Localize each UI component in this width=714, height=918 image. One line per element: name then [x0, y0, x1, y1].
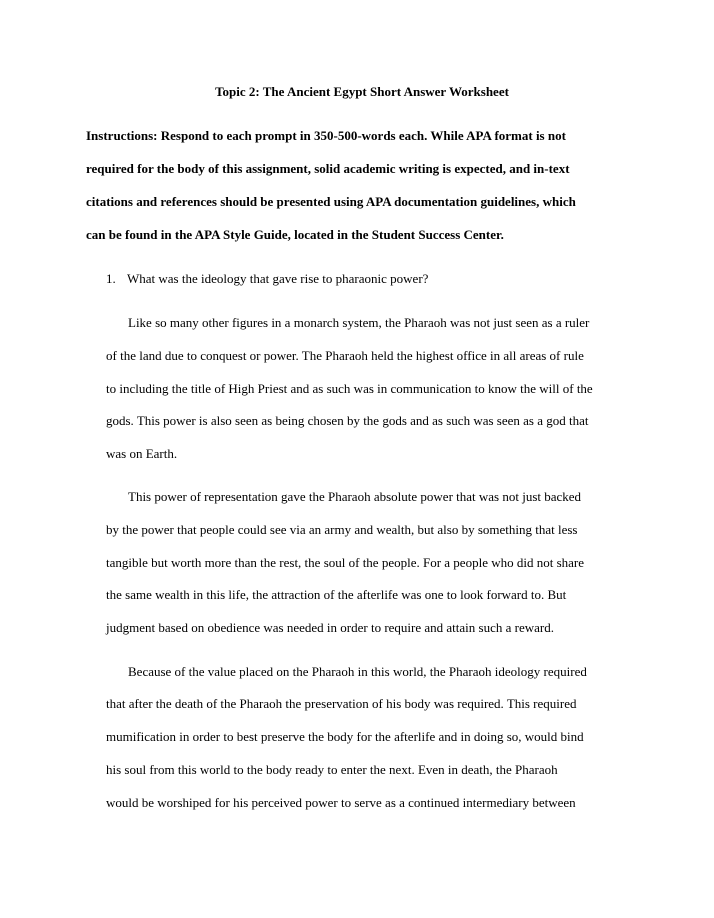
question-text: What was the ideology that gave rise to pharaonic power? — [127, 271, 429, 286]
paragraph-line: by the power that people could see via an army and wealth, but also by something that less — [106, 522, 578, 537]
paragraph-line: of the land due to conquest or power. The Pharaoh held the highest office in all areas of rule — [106, 348, 584, 363]
instructions-line: Instructions: Respond to each prompt in 350-500-words each. While APA format is not — [86, 128, 566, 143]
question-number: 1. — [106, 271, 116, 286]
paragraph-line: mumification in order to best preserve the body for the afterlife and in doing so, would bind — [106, 729, 584, 744]
paragraph-line: tangible but worth more than the rest, the soul of the people. For a people who did not share — [106, 555, 584, 570]
paragraph-line: was on Earth. — [106, 446, 178, 461]
paragraph-line: that after the death of the Pharaoh the preservation of his body was required. This required — [106, 696, 577, 711]
page-title: Topic 2: The Ancient Egypt Short Answer Worksheet — [215, 84, 509, 99]
paragraph-line: would be worshiped for his perceived power to serve as a continued intermediary between — [106, 795, 576, 810]
instructions-line: required for the body of this assignment, solid academic writing is expected, and in-text — [86, 161, 570, 176]
paragraph-line: the same wealth in this life, the attraction of the afterlife was one to look forward to. But — [106, 587, 567, 602]
paragraph-line: Like so many other figures in a monarch system, the Pharaoh was not just seen as a ruler — [128, 315, 590, 330]
paragraph-line: This power of representation gave the Pharaoh absolute power that was not just backed — [128, 489, 582, 504]
instructions-line: can be found in the APA Style Guide, located in the Student Success Center. — [86, 227, 504, 242]
paragraph-line: his soul from this world to the body ready to enter the next. Even in death, the Pharaoh — [106, 762, 558, 777]
paragraph-line: gods. This power is also seen as being chosen by the gods and as such was seen as a god that — [106, 413, 589, 428]
instructions-line: citations and references should be presented using APA documentation guidelines, which — [86, 194, 576, 209]
paragraph-line: judgment based on obedience was needed in order to require and attain such a reward. — [106, 620, 554, 635]
paragraph-line: Because of the value placed on the Pharaoh in this world, the Pharaoh ideology required — [128, 664, 587, 679]
paragraph-line: to including the title of High Priest and as such was in communication to know the will of the — [106, 381, 593, 396]
